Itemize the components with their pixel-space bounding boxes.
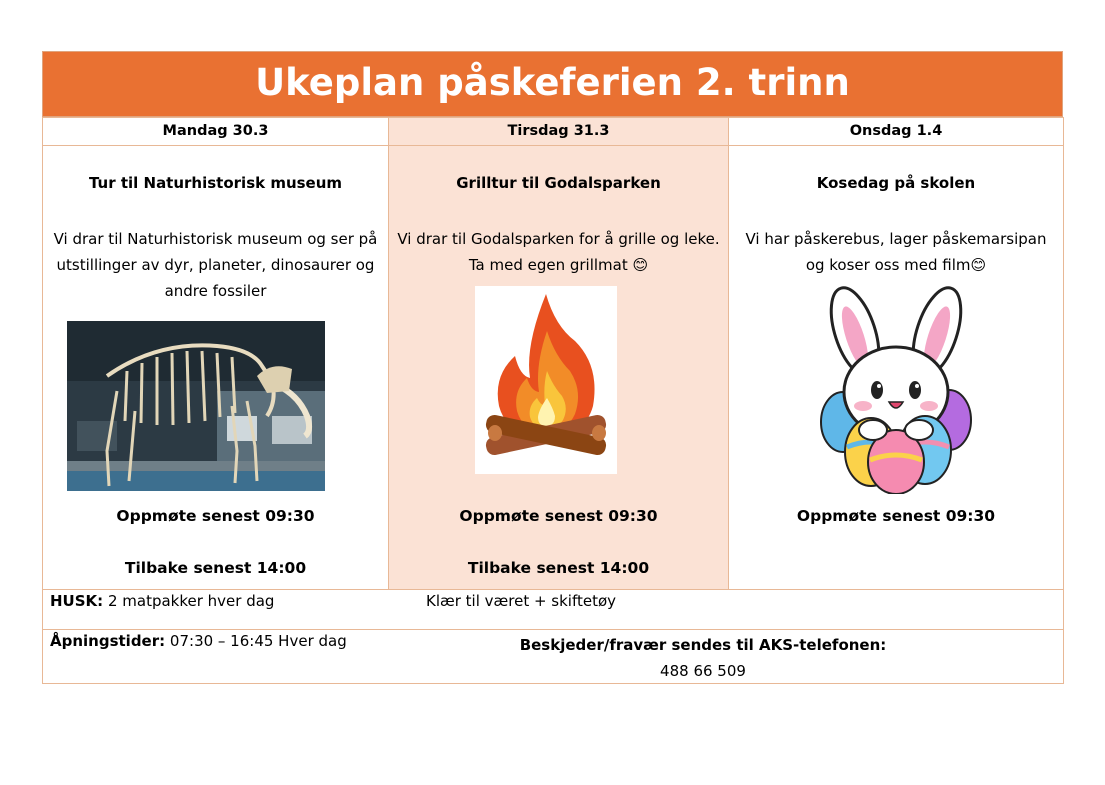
activity-row: [43, 146, 1064, 590]
day-cell-wednesday: [729, 146, 1064, 590]
day-header-row: [43, 118, 1064, 146]
activity-title: Tur til Naturhistorisk museum: [88, 174, 343, 192]
reminder-row: [43, 590, 1064, 630]
schedule-table: [42, 117, 1064, 684]
day-header-tuesday: Tirsdag 31.3: [389, 118, 729, 146]
opening-hours-value: 07:30 – 16:45 Hver dag: [169, 632, 347, 650]
meet-time: Oppmøte senest 09:30: [459, 507, 658, 525]
meet-time: Oppmøte senest 09:30: [796, 507, 996, 525]
mammoth-skeleton-photo: [67, 321, 325, 491]
weekly-plan: [42, 51, 1063, 684]
reminder-item: 2 matpakker hver dag: [107, 592, 275, 610]
easter-bunny-icon: [803, 282, 989, 494]
activity-description: Vi drar til Naturhistorisk museum og ser på utstillinger av dyr, planeter, dinosaurer og andre fossiler: [53, 230, 378, 300]
opening-hours-label: Åpningstider:: [50, 632, 166, 650]
reminder-label: HUSK:: [50, 592, 104, 610]
contact-row: [43, 630, 1064, 684]
reminder-item: Klær til været + skiftetøy: [426, 592, 617, 610]
return-time: Tilbake senest 14:00: [467, 559, 650, 577]
return-time: Tilbake senest 14:00: [124, 559, 307, 577]
messages-label: Beskjeder/fravær sendes til AKS-telefonen:: [519, 636, 887, 654]
page-title: Ukeplan påskeferien 2. trinn: [42, 51, 1063, 117]
activity-title: Grilltur til Godalsparken: [456, 174, 661, 192]
meet-time: Oppmøte senest 09:30: [116, 507, 315, 525]
activity-title: Kosedag på skolen: [816, 174, 976, 192]
campfire-icon: [475, 286, 617, 474]
day-header-monday: Mandag 30.3: [43, 118, 389, 146]
day-cell-monday: [43, 146, 389, 590]
day-header-wednesday: Onsdag 1.4: [729, 118, 1064, 146]
activity-description: Vi har påskerebus, lager påskemarsipan og koser oss med film😊: [745, 230, 1047, 274]
phone-number: 488 66 509: [660, 662, 746, 680]
day-cell-tuesday: [389, 146, 729, 590]
activity-description: Vi drar til Godalsparken for å grille og leke. Ta med egen grillmat 😊: [397, 230, 720, 274]
